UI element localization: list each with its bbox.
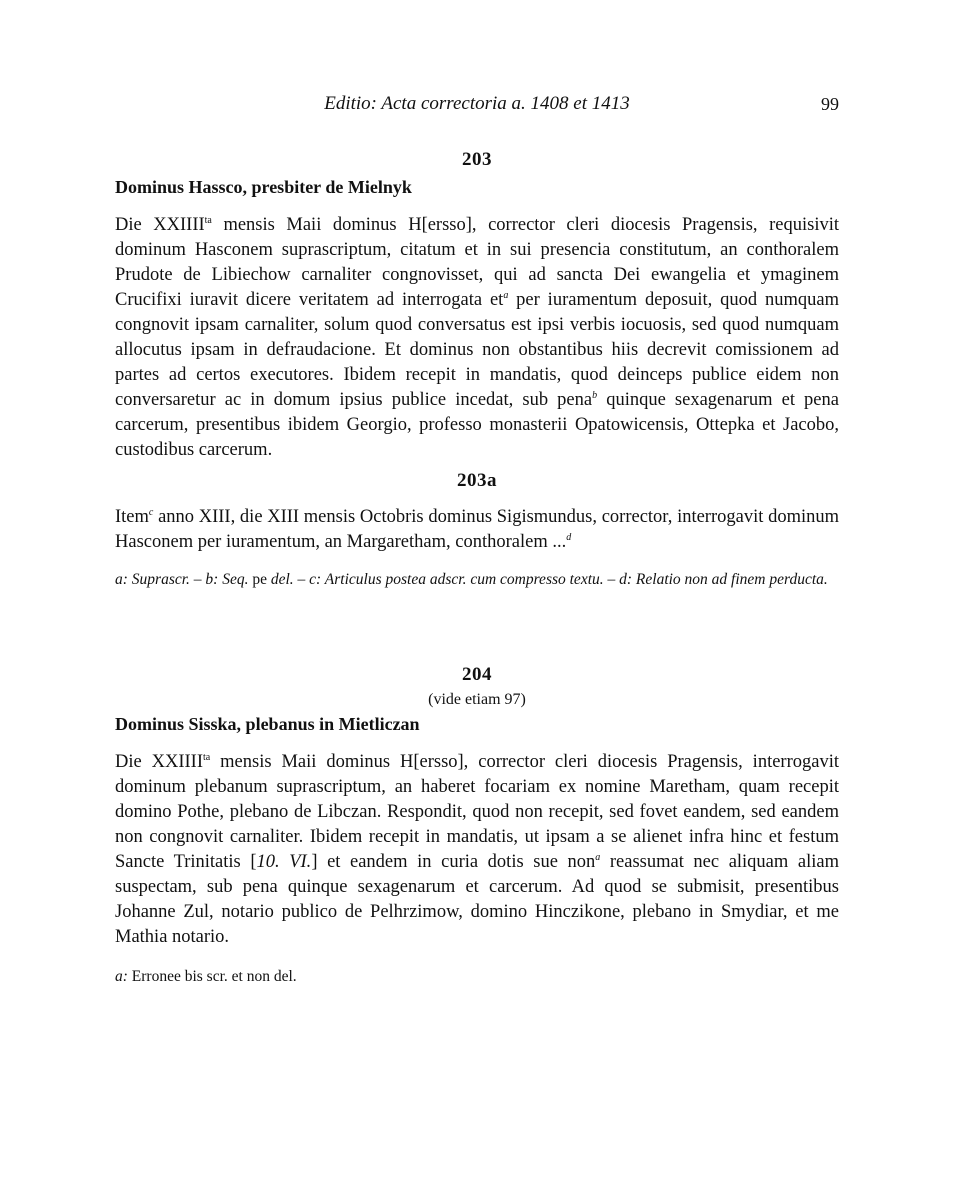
page-number: 99 <box>821 94 839 114</box>
entry-203a <box>115 469 839 591</box>
entry-text: Item$^c$ anno XIII, die XIII mensis Octobris dominus Sigismundus, corrector, interrogavit dominum Hasconem per iuramentum, an Margaretham, conthoralem ...$^d$ <box>115 507 839 552</box>
entry-heading: Dominus Sisska, plebanus in Mietliczan <box>115 714 420 734</box>
entry-number: 204 <box>462 664 492 685</box>
entry-text: Die $XXIIII^{ta}$ mensis Maii dominus H[ersso], corrector cleri diocesis Pragensis, interrogavit dominum plebanum suprascriptum, an haberet focariam ex nomine Maretham, quam recepit domino Pothe, plebano de Libczan. Respondit, quod non recepit, sed fovet eandem, sed eandem non congnovit carnaliter. Ibidem recepit in mandatis, ut ipsam a se alienet infra hinc et festum Sancte Trinitatis [10. VI.] et eandem in curia dotis sue non$^a$ reassumat nec aliquam aliam suspectam, sub pena quinque sexagenarum et carcerum. Ad quod se submisit, presentibus Johanne Zul, notario publico de Pelhrzimow, domino Hinczikone, plebano in Smydiar, et me Mathia notario. <box>115 752 839 947</box>
footnotes: a: Erronee bis scr. et non del. <box>115 968 297 985</box>
running-title: Editio: Acta correctoria a. 1408 et 1413 <box>324 93 630 114</box>
entry-text: Die $XXIIII^{ta}$ mensis Maii dominus H[ersso], corrector cleri diocesis Pragensis, requisivit dominum Hasconem suprascriptum, citatum et in sui presencia constitutum, an conthoralem Prudote de Libiechow carnaliter congnovisset, qui ad sancta Dei ewangelia et ymaginem Crucifixi iuravit dicere veritatem ad interrogata $et^a$ per iuramentum deposuit, quod numquam congnovit ipsam carnaliter, solum quod conversatus est ipsi verbis iocuosis, sed quod numquam allocutus ipsam in defraudacione. Et dominus non obstantibus hiis decrevit comissionem ad partes ad certos executores. Ibidem recepit in mandatis, quod deinceps publice eidem non conversaretur ac in domum ipsius publice incedat, sub pena$^b$ quinque sexagenarum et pena carcerum, presentibus ibidem Georgio, professo monasterii Opatowicensis, Ottepka et Jacobo, custodibus carcerum. <box>115 215 840 460</box>
entry-203 <box>115 148 839 463</box>
see-also-note: (vide etiam 97) <box>428 691 526 708</box>
footnotes: a: Suprascr. – b: Seq. pe del. – c: Articulus postea adscr. cum compresso textu. – d: Relatio non ad finem perducta. <box>115 571 828 588</box>
entry-number: 203a <box>457 470 497 491</box>
entry-number: 203 <box>462 149 492 170</box>
running-head <box>115 91 839 117</box>
entry-204 <box>115 663 839 988</box>
entry-heading: Dominus Hassco, presbiter de Mielnyk <box>115 177 412 197</box>
